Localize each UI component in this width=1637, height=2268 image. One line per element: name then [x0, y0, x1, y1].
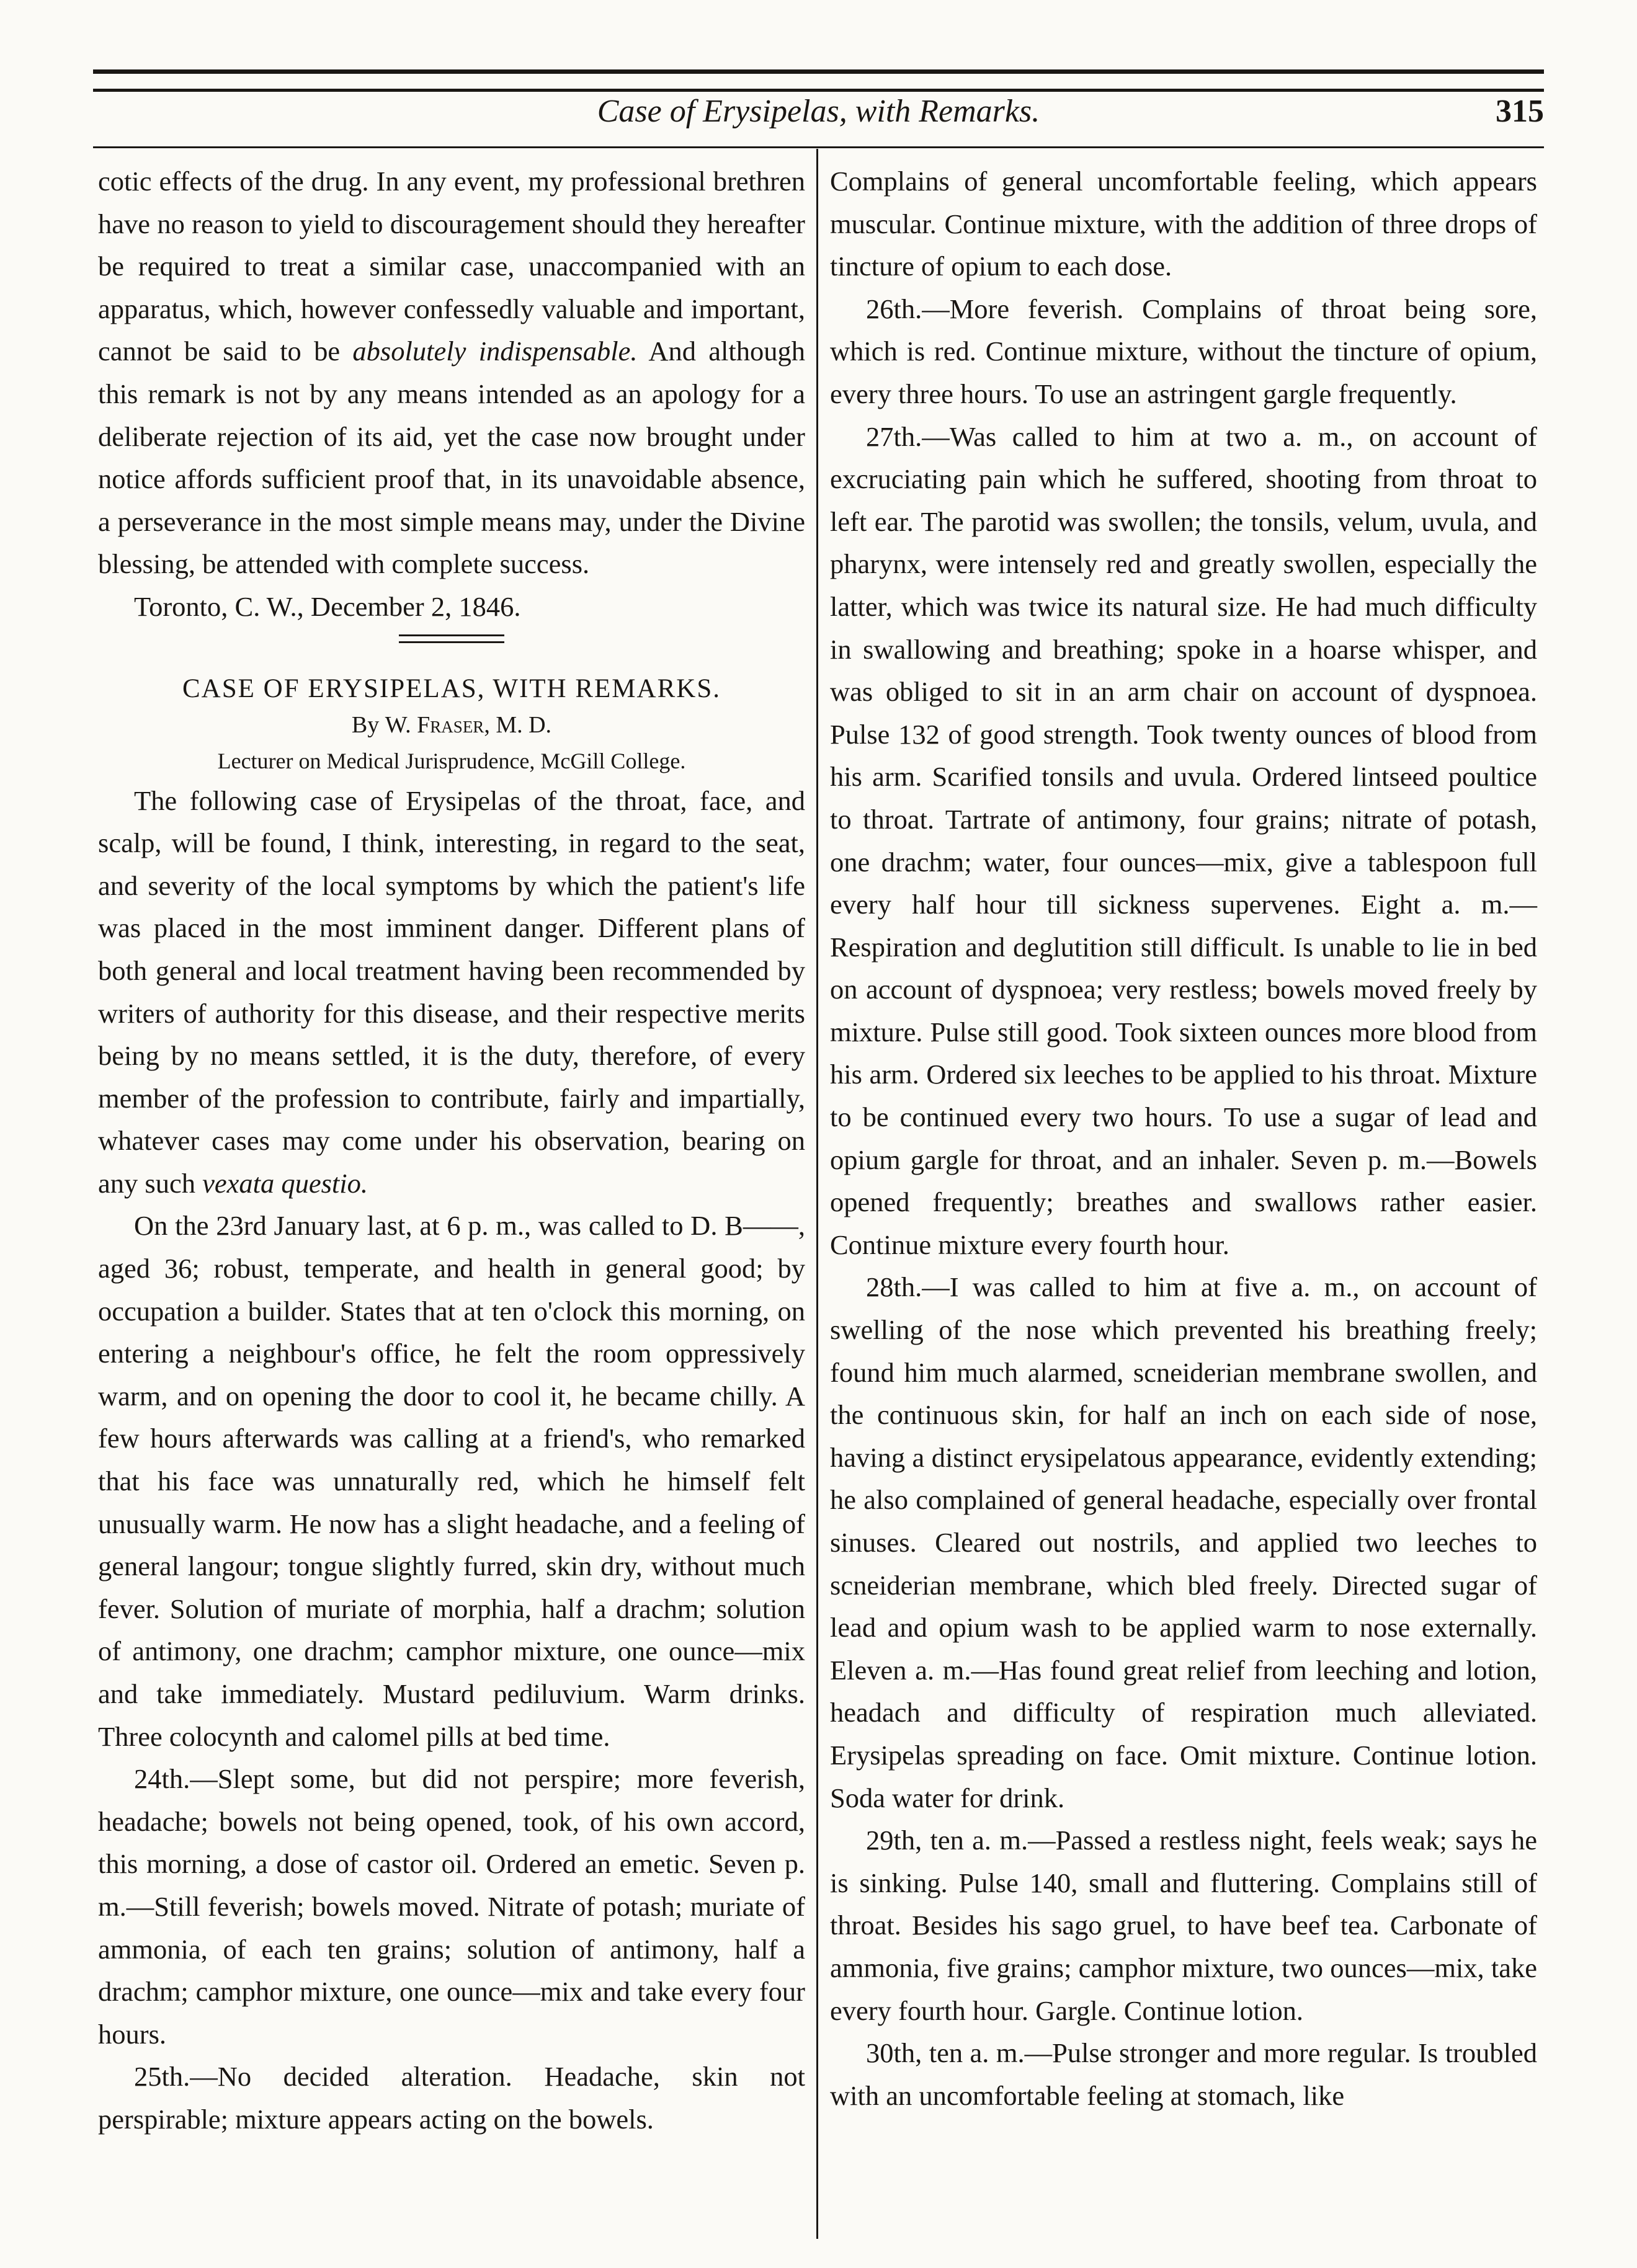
paragraph-day-27: 27th.—Was called to him at two a. m., on account of excruciating pain which he suffered, shooting from throat to left ear. The parotid was swollen; the tonsils, velum, uvula, and pharynx, were intensely red and greatly swollen, especially the latter, which was twice its natural size. He had much difficulty in swallowing and breathing; spoke in a hoarse whisper, and was obliged to sit in an arm chair on account of dyspnoea. Pulse 132 of good strength. Took twenty ounces of blood from his arm. Scarified tonsils and uvula. Ordered lintseed poultice to throat. Tartrate of antimony, four grains; nitrate of potash, one drachm; water, four ounces—mix, give a tablespoon full every half hour till sickness supervenes. Eight a. m.—Respiration and deglutition still difficult. Is unable to lie in bed on account of dyspnoea; very restless; bowels moved freely by mixture. Pulse still good. Took sixteen ounces more blood from his arm. Ordered six leeches to be applied to his throat. Mixture to be continued every two hours. To use a sugar of lead and opium gargle for throat, and an inhaler. Seven p. m.—Bowels opened frequently; breathes and swallows rather easier. Continue mixture every fourth hour. — [830, 420, 1537, 1260]
paragraph-day-28: 28th.—I was called to him at five a. m., on account of swelling of the nose which prevented his breathing freely; found him much alarmed, scneiderian membrane swollen, and the continuous skin, for half an inch on each side of nose, having a distinct erysipelatous appearance, evidently extending; he also complained of general headache, especially over frontal sinuses. Cleared out nostrils, and applied two leeches to scneiderian membrane, which bled freely. Directed sugar of lead and opium wash to be applied warm to nose externally. Eleven a. m.—Has found great relief from leeching and lotion, headach and difficulty of respiration much alleviated. Erysipelas spreading on face. Omit mixture. Continue lotion. Soda water for drink. — [830, 1271, 1537, 1813]
paragraph-introduction: The following case of Erysipelas of the throat, face, and scalp, will be found, I think, interesting, in regard to the seat, and severity of the local symptoms by which the patient's life was placed in the most imminent danger. Different plans of both general and local treatment having been recommended by writers of authority for this disease, and their respective merits being by no means settled, it is the duty, therefore, of every member of the profession to contribute, fairly and impartially, whatever cases may come under his observation, bearing on any such vexata questio. — [98, 785, 805, 1199]
author-affiliation: Lecturer on Medical Jurisprudence, McGill College. — [217, 748, 686, 773]
paragraph-continuation: Complains of general uncomfortable feeling, which appears muscular. Continue mixture, with the addition of three drops of tincture of opium to each dose. — [830, 166, 1537, 282]
left-column — [98, 160, 805, 2141]
byline: By W. Fraser, M. D. — [351, 711, 552, 738]
paragraph-day-30: 30th, ten a. m.—Pulse stronger and more regular. Is troubled with an uncomfortable feeling at stomach, like — [830, 2037, 1537, 2111]
column-divider — [816, 149, 818, 2239]
paragraph-day-26: 26th.—More feverish. Complains of throat being sore, which is red. Continue mixture, without the tincture of opium, every three hours. To use an astringent gargle frequently. — [830, 293, 1537, 409]
paragraph-continuation: cotic effects of the drug. In any event, my professional brethren have no reason to yield to discouragement should they hereafter be required to treat a similar case, unaccompanied with an apparatus, which, however confessedly valuable and important, cannot be said to be absolutely indispensable. And although this remark is not by any means intended as an apology for a deliberate rejection of its aid, yet the case now brought under notice affords sufficient proof that, in its unavoidable absence, a perseverance in the most simple means may, under the Divine blessing, be attended with complete success. — [98, 166, 806, 580]
page-number: 315 — [1496, 94, 1544, 129]
author-name: W. Fraser, M. D. — [385, 711, 552, 738]
right-column — [830, 160, 1537, 2117]
dateline: Toronto, C. W., December 2, 1846. — [134, 590, 521, 622]
paragraph-day-24: 24th.—Slept some, but did not perspire; more feverish, headache; bowels not being opened, took, of his own accord, this morning, a dose of castor oil. Ordered an emetic. Seven p. m.—Still feverish; bowels moved. Nitrate of potash; muriate of ammonia, of each ten grains; solution of antimony, half a drachm; camphor mixture, one ounce—mix and take every four hours. — [98, 1763, 805, 2050]
emphasis-text: vexata questio. — [202, 1167, 368, 1199]
running-title: Case of Erysipelas, with Remarks. — [597, 94, 1040, 129]
running-head — [93, 93, 1544, 136]
paragraph-day-25: 25th.—No decided alteration. Headache, skin not perspirable; mixture appears acting on the bowels. — [98, 2061, 805, 2135]
paragraph-case-history: On the 23rd January last, at 6 p. m., was called to D. B——, aged 36; robust, temperate, and health in general good; by occupation a builder. States that at ten o'clock this morning, on entering a neighbour's office, he felt the room oppressively warm, and on opening the door to cool it, he became chilly. A few hours afterwards was calling at a friend's, who remarked that his face was unnaturally red, which he himself felt unusually warm. He now has a slight headache, and a feeling of general langour; tongue slightly furred, skin dry, without much fever. Solution of muriate of morphia, half a drachm; solution of antimony, one drachm; camphor mixture, one ounce—mix and take immediately. Mustard pediluvium. Warm drinks. Three colocynth and calomel pills at bed time. — [98, 1210, 805, 1752]
article-title: CASE OF ERYSIPELAS, WITH REMARKS. — [182, 674, 721, 703]
emphasis-text: absolutely indispensable. — [352, 336, 638, 367]
section-separator — [399, 634, 504, 643]
paragraph-day-29: 29th, ten a. m.—Passed a restless night, feels weak; says he is sinking. Pulse 140, small and fluttering. Complains still of throat. Besides his sago gruel, to have beef tea. Carbonate of ammonia, five grains; camphor mixture, two ounces—mix, take every fourth hour. Gargle. Continue lotion. — [830, 1825, 1537, 2026]
header-rule — [93, 146, 1544, 148]
header-double-rule — [93, 69, 1544, 92]
